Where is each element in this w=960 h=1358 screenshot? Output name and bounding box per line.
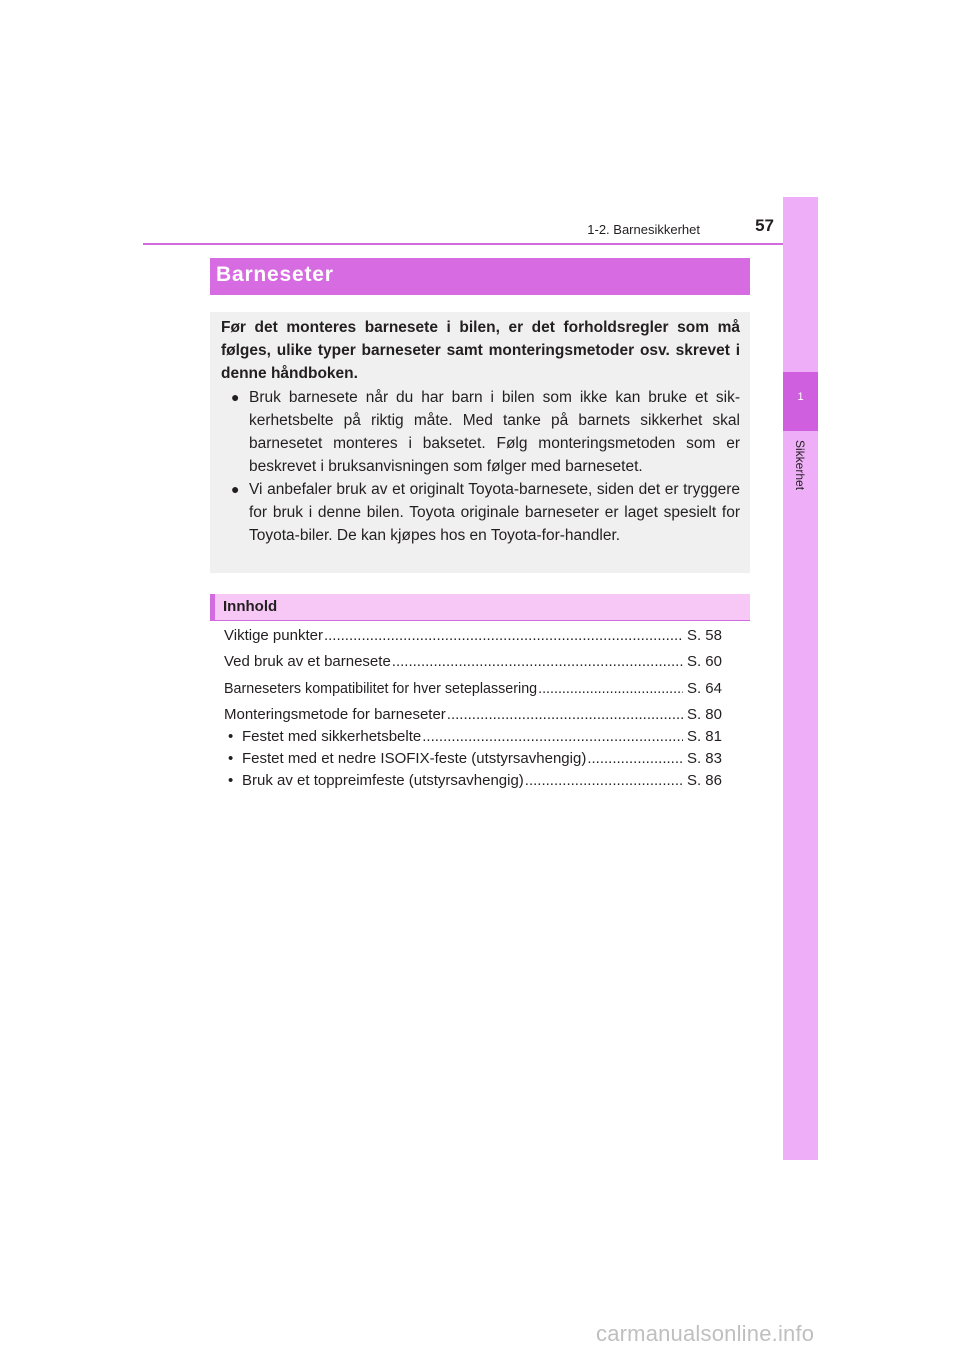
toc-entry[interactable] (224, 653, 722, 675)
contents-header-accent (210, 594, 215, 621)
toc-entry-text: Festet med et nedre ISOFIX-feste (utstyrsavhengig) (242, 750, 587, 767)
toc-entry-text: Monteringsmetode for barneseter (224, 706, 446, 723)
toc-page-ref: S. 83 (686, 750, 722, 767)
toc-entry-text: Bruk av et toppreimfeste (utstyrsavhengig) (242, 772, 524, 789)
toc-entry-text: Ved bruk av et barnesete (224, 653, 391, 670)
section-title: Barneseter (216, 263, 334, 286)
toc-subentry[interactable] (228, 772, 722, 794)
toc-entry-text: Barneseters kompatibilitet for hver seteplassering (224, 681, 538, 697)
toc-entry[interactable] (224, 680, 722, 702)
intro-bullet: Bruk barnesete når du har barn i bilen som ikke kan bruke et sik-kerhetsbelte på riktig måte. Med tanke på barnets sikkerhet skal barnesetet monteres i baksetet. Følg monteringsmetoden som er beskrevet i bruksanvisningen som følger med barnesetet. (249, 389, 740, 475)
contents-label: Innhold (223, 598, 278, 615)
chapter-title: Sikkerhet (793, 440, 807, 491)
toc-leader-dots (422, 728, 683, 745)
toc-leader-dots (587, 750, 683, 767)
toc-leader-dots (525, 772, 683, 789)
chapter-side-tab (783, 197, 818, 1160)
toc-page-ref: S. 86 (686, 772, 722, 789)
bullet-icon: • (228, 750, 234, 767)
toc-leader-dots (324, 627, 683, 644)
contents-header-underline (210, 620, 750, 621)
intro-bullet: Vi anbefaler bruk av et originalt Toyota-barnesete, siden det er tryggere for bruk i denne bilen. Toyota originale barneseter er laget spesielt for Toyota-biler. De kan kjøpes hos en Toyota-for-handler. (249, 481, 740, 544)
toc-entry[interactable] (224, 706, 722, 728)
toc-page-ref: S. 64 (686, 680, 722, 697)
toc-page-ref: S. 81 (686, 728, 722, 745)
bullet-icon: ● (231, 481, 240, 497)
chapter-number: 1 (797, 391, 804, 403)
toc-subentry[interactable] (228, 728, 722, 750)
toc-entry[interactable] (224, 627, 722, 649)
contents-header-bar (210, 594, 750, 621)
toc-entry-text: Festet med sikkerhetsbelte (242, 728, 422, 745)
bullet-icon: ● (231, 389, 240, 405)
toc-page-ref: S. 60 (686, 653, 722, 670)
intro-lead: Før det monteres barnesete i bilen, er det forholdsregler som må følges, ulike typer barneseter samt monteringsmetoder osv. skrevet i denne håndboken. (221, 319, 740, 382)
toc-page-ref: S. 58 (686, 627, 722, 644)
toc-leader-dots (392, 653, 683, 670)
toc-subentry[interactable] (228, 750, 722, 772)
toc-entry-text: Viktige punkter (224, 627, 323, 644)
section-label: 1-2. Barnesikkerhet (587, 222, 700, 237)
toc-page-ref: S. 80 (686, 706, 722, 723)
toc-leader-dots (538, 681, 683, 697)
bullet-icon: • (228, 728, 234, 745)
header-divider (143, 243, 818, 245)
toc-leader-dots (447, 706, 683, 723)
bullet-icon: • (228, 772, 234, 789)
watermark: carmanualsonline.info (596, 1321, 815, 1346)
page-number: 57 (755, 216, 774, 235)
